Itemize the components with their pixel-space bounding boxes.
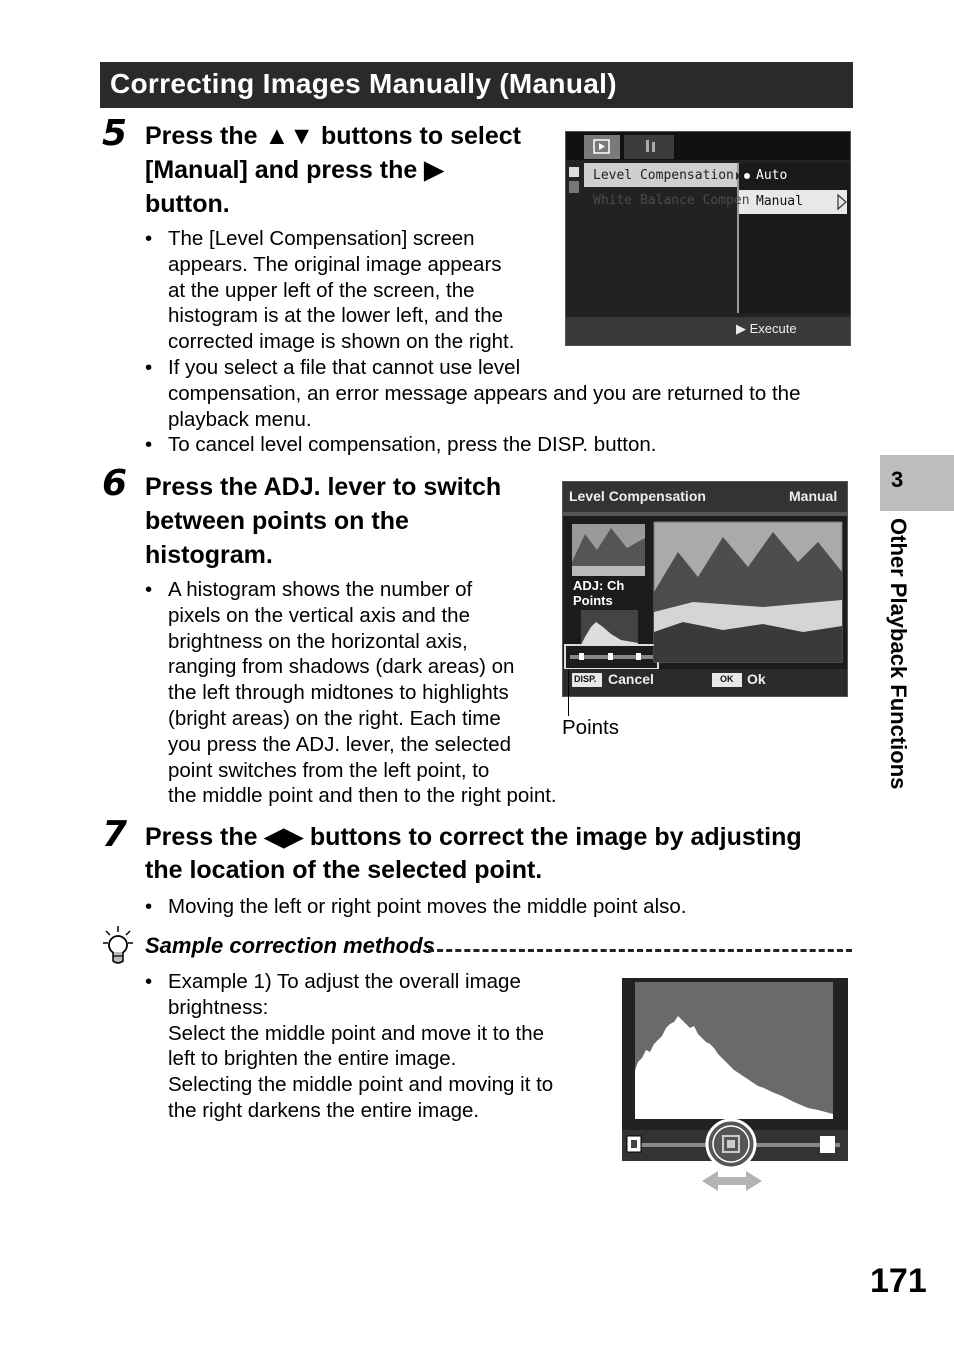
step-6-number: 6 bbox=[102, 463, 128, 504]
cancel-label: Cancel bbox=[608, 671, 654, 687]
step-6-bullet bbox=[145, 577, 615, 809]
bullet-line: compensation, an error message appears and you are returned to the bbox=[168, 381, 801, 405]
page-number: 171 bbox=[870, 1262, 927, 1300]
bullet-line: • If you select a file that cannot use level bbox=[168, 355, 521, 379]
sample-line: the right darkens the entire image. bbox=[168, 1098, 480, 1122]
adj-hint-line: Points bbox=[573, 593, 613, 608]
bullet-line: • The [Level Compensation] screen bbox=[168, 227, 475, 250]
option-manual: Manual bbox=[756, 194, 803, 209]
sample-bullet bbox=[145, 969, 605, 1124]
ok-label: Ok bbox=[747, 671, 766, 687]
menu-item-level-compensation: Level Compensation bbox=[593, 168, 734, 183]
chapter-label-container bbox=[878, 518, 918, 848]
bullet-line: playback menu. bbox=[168, 407, 312, 431]
step-5-number: 5 bbox=[102, 113, 128, 154]
bullet-line: pixels on the vertical axis and the bbox=[168, 603, 470, 627]
step-6-title-line: Press the ADJ. lever to switch bbox=[145, 473, 502, 501]
step-7-title bbox=[145, 821, 865, 887]
step-7-title-line: the location of the selected point. bbox=[145, 856, 543, 884]
option-auto: Auto bbox=[756, 168, 788, 183]
step-6-title-line: histogram. bbox=[145, 541, 273, 569]
histogram-illustration bbox=[622, 978, 848, 1200]
section-header-bar bbox=[100, 62, 853, 108]
step-7-number: 7 bbox=[102, 814, 128, 855]
menu-item-white-balance: White Balance Compen bbox=[593, 193, 750, 208]
step-5-title-line: Press the ▲▼ buttons to select bbox=[145, 122, 521, 150]
disp-key-icon: DISP. bbox=[574, 674, 597, 684]
bullet-line: (bright areas) on the right. Each time bbox=[168, 706, 501, 730]
sample-heading-rule bbox=[428, 949, 852, 952]
sample-line: Selecting the middle point and moving it to bbox=[168, 1073, 554, 1097]
sample-line: left to brighten the entire image. bbox=[168, 1047, 457, 1071]
step-5-bullet-2 bbox=[145, 355, 855, 432]
step-5-bullet-3: • To cancel level compensation, press the DISP. button. bbox=[145, 432, 855, 458]
sample-heading: Sample correction methods bbox=[145, 933, 435, 958]
step-5-title-line: [Manual] and press the ▶ bbox=[145, 156, 444, 184]
adj-hint-line: ADJ: Ch bbox=[573, 578, 625, 593]
chapter-number: 3 bbox=[891, 467, 904, 492]
sample-line: • Example 1) To adjust the overall image bbox=[168, 970, 521, 993]
step-7-bullet: • Moving the left or right point moves the middle point also. bbox=[145, 894, 845, 920]
step-7-bullets bbox=[145, 894, 845, 920]
level-screen-mode: Manual bbox=[789, 488, 838, 504]
step-6-title-line: between points on the bbox=[145, 507, 409, 535]
bullet-line: point switches from the left point, to bbox=[168, 758, 490, 782]
adj-hint bbox=[573, 578, 624, 608]
bullet-line: • A histogram shows the number of bbox=[168, 578, 473, 601]
step-6-bullets bbox=[145, 577, 615, 809]
sample-line: Select the middle point and move it to the bbox=[168, 1021, 545, 1045]
step-6-title bbox=[145, 470, 545, 572]
bullet-line: ranging from shadows (dark areas) on bbox=[168, 655, 515, 679]
lightbulb-icon bbox=[102, 925, 134, 967]
sample-bullets bbox=[145, 969, 605, 1124]
bullet-line: appears. The original image appears bbox=[168, 252, 502, 276]
chapter-tab bbox=[880, 455, 954, 511]
ok-key-icon: OK bbox=[720, 674, 734, 684]
camera-menu-screenshot bbox=[565, 131, 851, 346]
bullet-line: you press the ADJ. lever, the selected bbox=[168, 732, 511, 756]
points-callout-line bbox=[568, 670, 569, 716]
execute-label: ▶ Execute bbox=[736, 321, 797, 336]
step-5-title bbox=[145, 119, 555, 221]
points-callout: Points bbox=[562, 716, 619, 739]
level-screen-title: Level Compensation bbox=[569, 488, 706, 504]
menu-screen-graphics bbox=[566, 132, 850, 345]
bullet-line: brightness on the horizontal axis, bbox=[168, 629, 468, 653]
chapter-label: Other Playback Functions bbox=[886, 518, 911, 790]
bullet-line: histogram is at the lower left, and the bbox=[168, 304, 504, 328]
section-title: Correcting Images Manually (Manual) bbox=[110, 68, 617, 99]
bullet-line: corrected image is shown on the right. bbox=[168, 330, 515, 354]
bullet-line: the left through midtones to highlights bbox=[168, 681, 509, 705]
step-5-title-line: button. bbox=[145, 190, 230, 218]
level-compensation-screenshot bbox=[562, 481, 848, 697]
bullet-line: at the upper left of the screen, the bbox=[168, 278, 475, 302]
sample-line: brightness: bbox=[168, 995, 269, 1019]
bullet-line: the middle point and then to the right point. bbox=[168, 784, 557, 808]
step-7-title-line: Press the ◀▶ buttons to correct the image by adjusting bbox=[145, 823, 802, 851]
